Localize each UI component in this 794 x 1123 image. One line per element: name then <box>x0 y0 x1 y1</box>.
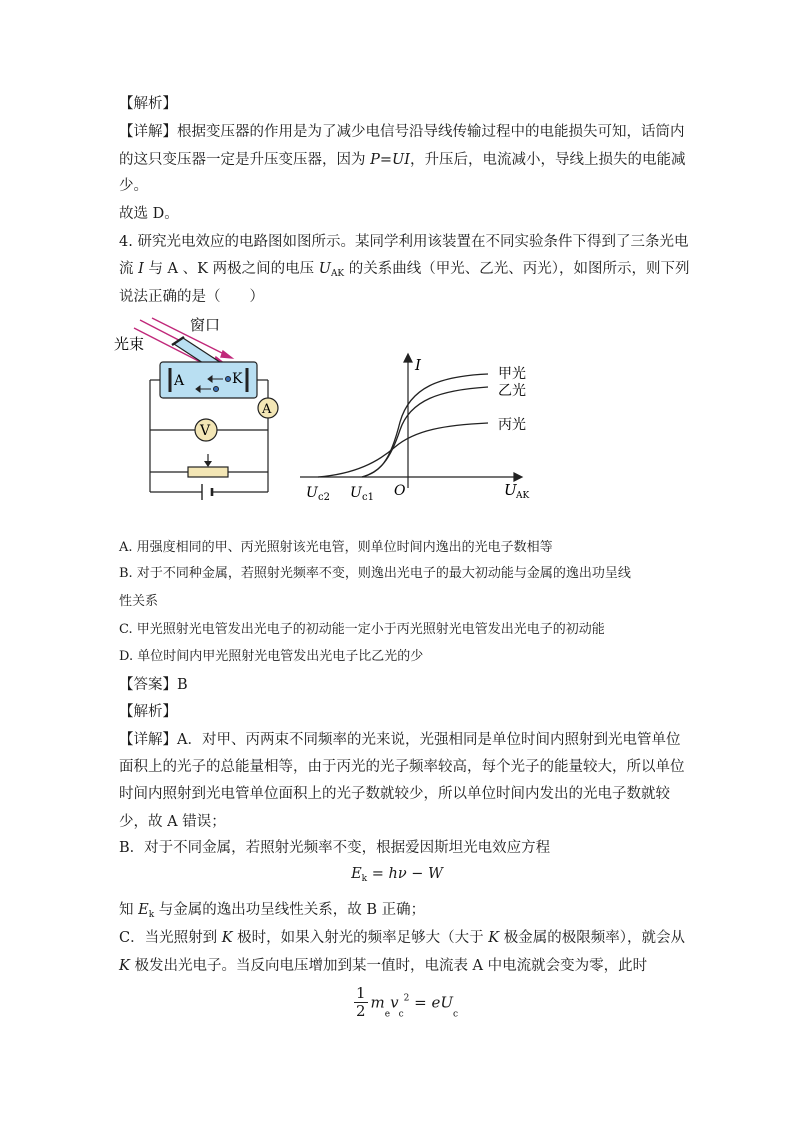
axis-I-label: I <box>415 356 421 374</box>
q4-jiexi-heading: 【解析】 <box>119 704 177 720</box>
eq1-E: E <box>351 866 362 882</box>
option-d: D. 单位时间内甲光照射光电管发出光电子比乙光的少 <box>119 649 424 664</box>
axis-U-sub: AK <box>516 491 530 501</box>
photoelectric-figure <box>110 312 550 512</box>
eq2-rhs-sub: c <box>453 1009 459 1020</box>
eq2-v-sub: c <box>398 1009 404 1020</box>
detail-a-line2: 面积上的光子的总能量相等，由于丙光的光子频率较高，每个光子的能量较大，所以单位 <box>119 759 685 775</box>
detail-c-text-3: 极金属的极限频率），就会从 <box>499 930 685 946</box>
detail-a-line4: 少，故 A 错误； <box>119 814 226 830</box>
equation-ek <box>0 866 794 884</box>
uc2-label: U <box>306 485 318 501</box>
detail-b-text: 知 <box>119 902 139 918</box>
detail-b-Ek-sub: k <box>148 910 155 920</box>
equation-kinetic <box>354 985 458 1025</box>
detail-c-K1: K <box>221 930 233 946</box>
stem-U: U <box>318 261 331 277</box>
eq2-v: v <box>390 993 399 1012</box>
q3-conclusion: 故选 D。 <box>119 206 179 222</box>
stem-text-2: 与 A 、K 两极之间的电压 <box>143 261 319 277</box>
option-b-line1: B. 对于不同种金属，若照射光频率不变，则逸出光电子的最大初动能与金属的逸出功呈线 <box>119 566 631 581</box>
curve-bing-label: 丙光 <box>498 417 526 433</box>
curve-jia-label: 甲光 <box>498 366 526 382</box>
q3-detail-line2 <box>119 150 685 170</box>
stem-text: 流 <box>119 261 139 277</box>
iu-curves <box>318 374 488 477</box>
anode-label: A <box>174 373 185 389</box>
detail-c-K3: K <box>119 958 130 974</box>
answer: 【答案】B <box>119 677 188 693</box>
detail-c-text: C．当光照射到 <box>119 930 222 946</box>
eq1-sub: k <box>361 874 368 884</box>
eq1-rest: = hν − W <box>367 866 443 882</box>
rheostat <box>188 467 228 477</box>
curve-bing <box>318 423 488 477</box>
eq2-m-sub: e <box>384 1009 391 1020</box>
q4-stem-line3: 说法正确的是（ ） <box>119 289 264 305</box>
uc1-sub: c1 <box>362 492 374 503</box>
detail-a-line3: 时间内照射到光电管单位面积上的光子数就较少，所以单位时间内发出的光电子数就较 <box>119 786 670 802</box>
detail-c-line1 <box>119 928 685 948</box>
axis-U-label: U <box>504 481 517 499</box>
formula-eq: = <box>379 152 393 168</box>
q3-detail-line1: 【详解】根据变压器的作用是为了减少电信号沿导线传输过程中的电能损失可知，话筒内 <box>119 124 685 140</box>
stem-text-3: 的关系曲线（甲光、乙光、丙光），如图所示，则下列 <box>344 261 690 277</box>
detail-b-line2 <box>119 900 425 925</box>
detail-c-line2 <box>119 956 647 976</box>
ammeter-label: A <box>262 402 272 417</box>
curve-jia <box>362 374 488 477</box>
section-jiexi-heading: 【解析】 <box>119 96 177 112</box>
stem-I: I <box>138 261 144 277</box>
detail-b-text-2: 与金属的逸出功呈线性关系，故 B 正确； <box>154 902 426 918</box>
formula-P: P <box>370 152 380 168</box>
detail-b-line1: B．对于不同金属，若照射光频率不变，根据爱因斯坦光电效应方程 <box>119 840 551 856</box>
option-b-line2: 性关系 <box>119 594 159 609</box>
eq2-rhs: = eU <box>409 993 453 1012</box>
q3-detail-text-2: ，升压后，电流减小，导线上损失的电能减 <box>409 152 686 168</box>
option-c: C. 甲光照射光电管发出光电子的初动能一定小于丙光照射光电管发出光电子的初动能 <box>119 622 605 637</box>
origin-label: O <box>394 483 406 499</box>
detail-c-text-4: 极发出光电子。当反向电压增加到某一值时，电流表 A 中电流就会变为零，此时 <box>129 958 648 974</box>
uc2-sub: c2 <box>318 492 330 503</box>
window-label: 窗口 <box>190 316 221 334</box>
formula-UI: UI <box>392 152 410 168</box>
eq2-square: 2 <box>403 993 410 1004</box>
cathode-label: K <box>232 371 243 387</box>
detail-a-line1: 【详解】A．对甲、丙两束不同频率的光来说，光强相同是单位时间内照射到光电管单位 <box>119 732 681 748</box>
q3-detail-line3: 少。 <box>119 178 148 194</box>
eq2-m: m <box>370 993 385 1012</box>
curve-yi-label: 乙光 <box>498 383 526 399</box>
detail-b-Ek: E <box>138 902 149 918</box>
q4-stem-line2 <box>119 259 690 284</box>
option-a: A. 用强度相同的甲、丙光照射该光电管，则单位时间内逸出的光电子数相等 <box>119 540 553 555</box>
stem-U-sub: AK <box>330 269 345 279</box>
rheostat-slider <box>204 461 212 467</box>
voltmeter-label: V <box>200 423 211 439</box>
q3-detail-text: 的这只变压器一定是升压变压器，因为 <box>119 152 371 168</box>
detail-c-K2: K <box>488 930 500 946</box>
light-beam-label: 光束 <box>114 335 145 353</box>
eq2-denominator: 2 <box>356 1002 366 1020</box>
eq2-numerator: 1 <box>356 984 366 1002</box>
iu-graph-axes <box>300 354 522 488</box>
uc1-label: U <box>350 485 362 501</box>
detail-c-text-2: 极时，如果入射光的频率足够大（大于 <box>232 930 489 946</box>
q4-stem-line1: 4. 研究光电效应的电路图如图所示。某同学利用该装置在不同实验条件下得到了三条光电 <box>119 234 689 250</box>
